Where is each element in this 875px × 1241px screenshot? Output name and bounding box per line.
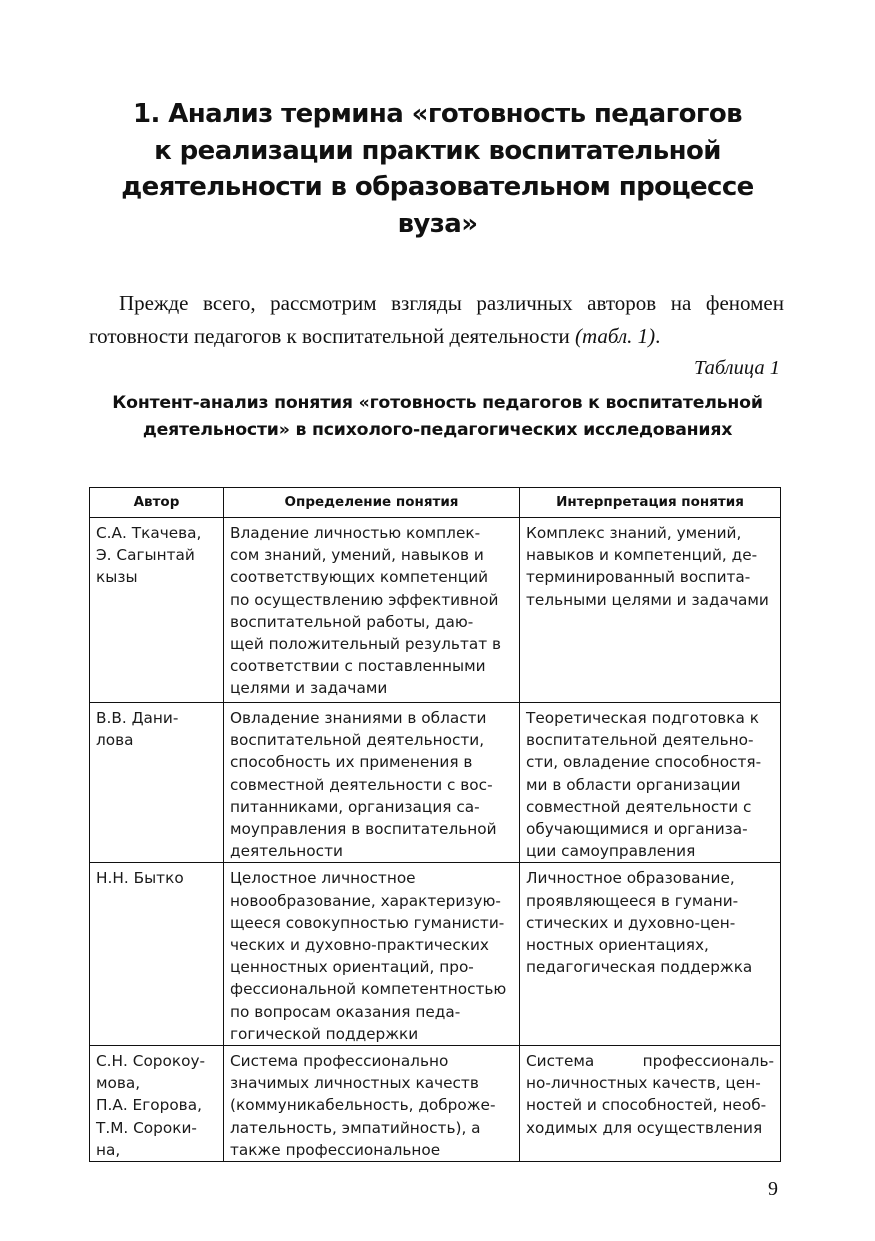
table-label: Таблица 1: [693, 357, 780, 379]
cell-line: ностей и способностей, необ-: [526, 1096, 767, 1115]
cell-line: способность их применения в: [230, 753, 473, 772]
cell-line: Э. Сагынтай: [96, 546, 195, 565]
cell-line: обучающимися и организа-: [526, 820, 748, 839]
cell-line: терминированный воспита-: [526, 568, 751, 587]
cell-line: Овладение знаниями в области: [230, 709, 487, 727]
cell-line: соответствующих компетенций: [230, 568, 489, 587]
cell-line: В.В. Дани-: [96, 709, 179, 727]
content-analysis-table: [89, 487, 781, 1162]
cell-line: ценностных ориентаций, про-: [230, 958, 474, 977]
cell-line: воспитательной деятельно-: [526, 731, 754, 750]
cell-line: гогической поддержки: [230, 1024, 419, 1043]
cell-line: соответствии с поставленными: [230, 657, 486, 676]
cell-line: щей положительный результат в: [230, 635, 502, 654]
cell-line: моуправления в воспитательной: [230, 820, 497, 839]
cell-line: Личностное образование,: [526, 869, 735, 888]
cell-line: воспитательной деятельности,: [230, 731, 485, 750]
definition-cell: [224, 863, 520, 1046]
cell-line: Комплекс знаний, умений,: [526, 524, 742, 542]
header-definition: Определение понятия: [224, 488, 520, 518]
definition-cell: [224, 518, 520, 703]
cell-line: ческих и духовно-практических: [230, 936, 489, 955]
cell-line: Н.Н. Бытко: [96, 869, 184, 888]
cell-line: сом знаний, умений, навыков и: [230, 546, 484, 565]
cell-line: проявляющееся в гумани-: [526, 891, 739, 910]
table-reference: (табл. 1): [575, 324, 656, 348]
heading-line-3: деятельности в образовательном процессе: [121, 172, 754, 202]
cell-line: по осуществлению эффективной: [230, 590, 499, 609]
cell-line: ции самоуправления: [526, 842, 696, 861]
heading-line-2: к реализации практик воспитательной: [154, 135, 721, 166]
cell-line: (коммуникабельность, доброже-: [230, 1096, 496, 1115]
cell-line: П.А. Егорова,: [96, 1096, 202, 1115]
cell-line: ходимых для осуществления: [526, 1118, 763, 1137]
table-row: [90, 1046, 781, 1162]
cell-line: щееся совокупностью гуманисти-: [230, 913, 505, 932]
cell-line: С.Н. Сорокоу-: [96, 1052, 206, 1071]
table-row: [90, 703, 781, 863]
cell-line: Теоретическая подготовка к: [526, 709, 759, 727]
cell-line: но-личностных качеств, цен-: [526, 1074, 761, 1093]
cell-line: тельными целями и задачами: [526, 590, 769, 609]
interpretation-cell: [520, 1046, 781, 1162]
heading-line-4: вуза»: [397, 208, 478, 239]
cell-line: деятельности: [230, 842, 343, 861]
table-header-row: [90, 488, 781, 518]
header-interpretation: Интерпретация понятия: [520, 488, 781, 518]
cell-line: сти, овладение способностя-: [526, 753, 762, 772]
intro-end: .: [655, 324, 661, 348]
cell-line: новообразование, характеризую-: [230, 891, 501, 910]
cell-line: совместной деятельности с вос-: [230, 775, 493, 794]
cell-line: мова,: [96, 1074, 141, 1093]
cell-line: на,: [96, 1140, 121, 1159]
table-row: [90, 518, 781, 703]
interpretation-cell: [520, 703, 781, 863]
cell-line: целями и задачами: [230, 679, 388, 698]
cell-line: кызы: [96, 568, 138, 587]
cell-line: также профессиональное: [230, 1140, 441, 1159]
cell-line: воспитательной работы, даю-: [230, 612, 474, 631]
cell-line: лова: [96, 731, 134, 750]
table-caption-line-1: Контент-анализ понятия «готовность педагогов к воспитательной: [112, 393, 763, 413]
author-cell: [90, 518, 224, 703]
header-author: Автор: [90, 488, 224, 518]
interpretation-cell: [520, 518, 781, 703]
cell-line: Система профессионально: [230, 1052, 449, 1071]
intro-text: Прежде всего, рассмотрим взгляды различных авторов на феномен готовности педагогов к воспитательной деятельности: [89, 291, 784, 348]
cell-line: совместной деятельности с: [526, 797, 752, 816]
cell-line: С.А. Ткачева,: [96, 524, 202, 542]
cell-line: стических и духовно-цен-: [526, 913, 736, 932]
author-cell: [90, 703, 224, 863]
cell-line: Т.М. Сороки-: [96, 1118, 197, 1137]
cell-line: педагогическая поддержка: [526, 958, 753, 977]
cell-line: навыков и компетенций, де-: [526, 546, 758, 565]
table-row: [90, 863, 781, 1046]
heading-line-1: 1. Анализ термина «готовность педагогов: [133, 99, 742, 129]
author-cell: [90, 1046, 224, 1162]
cell-line: лательность, эмпатийность), а: [230, 1118, 481, 1137]
section-heading: [60, 96, 815, 242]
definition-cell: [224, 703, 520, 863]
cell-line: ностных ориентациях,: [526, 936, 709, 955]
page-number: 9: [768, 1178, 778, 1200]
cell-line: Владение личностью комплек-: [230, 524, 481, 542]
author-cell: [90, 863, 224, 1046]
interpretation-cell: [520, 863, 781, 1046]
cell-line: Система профессиональ-: [526, 1052, 774, 1071]
cell-line: по вопросам оказания педа-: [230, 1002, 461, 1021]
cell-line: питанниками, организация са-: [230, 797, 480, 816]
definition-cell: [224, 1046, 520, 1162]
cell-line: значимых личностных качеств: [230, 1074, 479, 1093]
table-caption: [70, 390, 805, 444]
cell-line: фессиональной компетентностью: [230, 980, 507, 999]
cell-line: Целостное личностное: [230, 869, 416, 888]
cell-line: ми в области организации: [526, 775, 741, 794]
intro-paragraph: [89, 287, 784, 353]
table-caption-line-2: деятельности» в психолого-педагогических исследованиях: [142, 420, 733, 440]
